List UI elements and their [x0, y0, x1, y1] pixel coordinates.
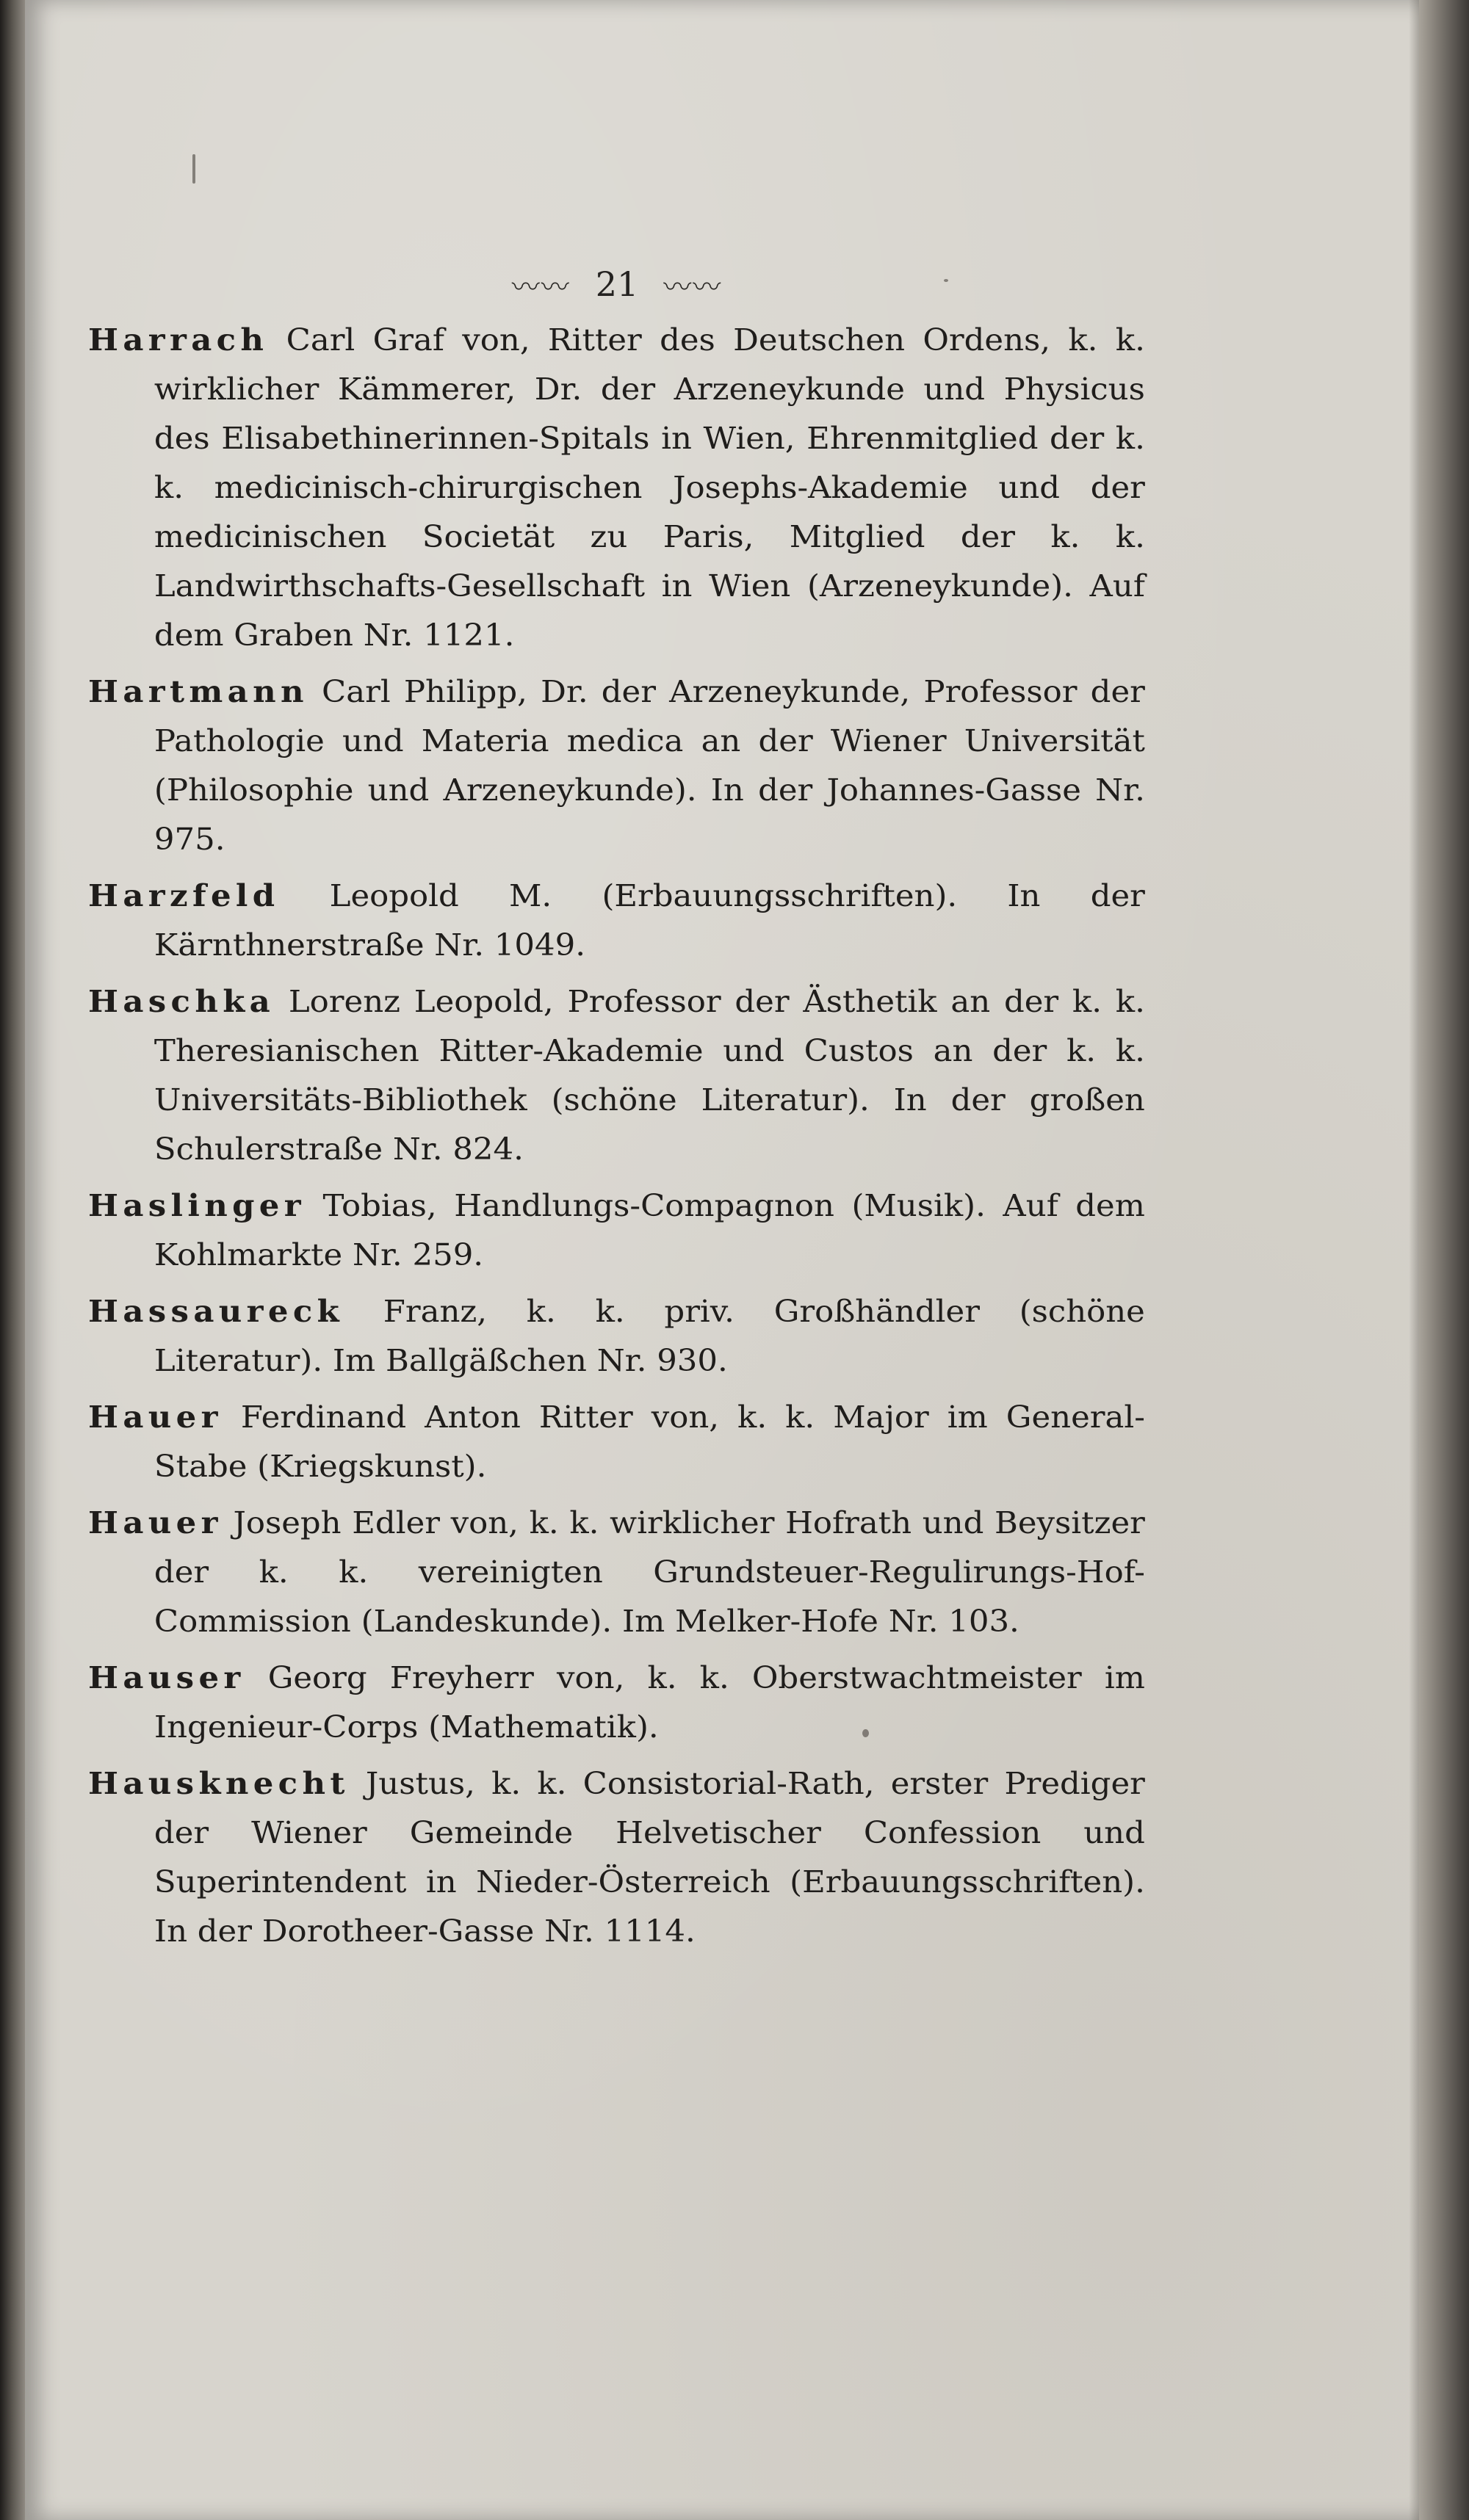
ink-speck [944, 279, 948, 282]
page-header [411, 258, 823, 310]
entry-haslinger [88, 1181, 1145, 1280]
page-edge-shade [1409, 0, 1419, 2520]
entry-name: Haschka [88, 984, 275, 1019]
entry-text: Franz, k. k. priv. Großhändler (schöne Literatur). Im Ballgäßchen Nr. 930. [154, 1294, 1145, 1378]
book-fore-edge [1419, 0, 1469, 2520]
entry-hassaureck [88, 1287, 1145, 1386]
ink-speck [192, 154, 195, 184]
entry-text: Carl Philipp, Dr. der Arzeneykunde, Professor der Pathologie und Materia medica an der Wiener Universität (Philosophie und Arzeneykunde). In der Johannes-Gasse Nr. 975. [154, 674, 1145, 857]
entry-list [88, 316, 1145, 1963]
entry-text: Georg Freyherr von, k. k. Oberstwachtmeister im Ingenieur-Corps (Mathematik). [154, 1660, 1145, 1745]
page-number: 21 [595, 264, 639, 304]
entry-hauer-ferdinand [88, 1393, 1145, 1491]
entry-text: Carl Graf von, Ritter des Deutschen Ordens, k. k. wirklicher Kämmerer, Dr. der Arzeneykunde und Physicus des Elisabethinerinnen-Spitals in Wien, Ehrenmitglied der k. k. medicinisch-chirurgischen Josephs-Akademie und der medicinischen Societät zu Paris, Mitglied der k. k. Landwirthschafts-Gesellschaft in Wien (Arzeneykunde). Auf dem Graben Nr. 1121. [154, 322, 1145, 653]
entry-name: Hauer [88, 1400, 223, 1435]
entry-hartmann [88, 667, 1145, 864]
entry-text: Lorenz Leopold, Professor der Ästhetik an der k. k. Theresianischen Ritter-Akademie und Custos an der k. k. Universitäts-Bibliothek (schöne Literatur). In der großen Schulerstraße Nr. 824. [154, 984, 1145, 1167]
entry-hauser [88, 1654, 1145, 1752]
entry-name: Harzfeld [88, 878, 280, 913]
entry-name: Hartmann [88, 674, 308, 709]
entry-text: Justus, k. k. Consistorial-Rath, erster Prediger der Wiener Gemeinde Helvetischer Confession und Superintendent in Nieder-Österreich (Erbauungsschriften). In der Dorotheer-Gasse Nr. 1114. [154, 1766, 1145, 1949]
entry-name: Hauer [88, 1505, 223, 1540]
entry-name: Hauser [88, 1660, 245, 1695]
entry-harzfeld [88, 872, 1145, 970]
entry-name: Hausknecht [88, 1766, 350, 1801]
header-ornament-left: 〰〰 [511, 270, 571, 303]
entry-name: Harrach [88, 322, 269, 358]
entry-text: Leopold M. (Erbauungsschriften). In der Kärnthnerstraße Nr. 1049. [154, 878, 1145, 963]
entry-hausknecht [88, 1759, 1145, 1956]
book-gutter-shadow [0, 0, 25, 2520]
entry-harrach [88, 316, 1145, 660]
entry-hauer-joseph [88, 1499, 1145, 1646]
entry-name: Haslinger [88, 1188, 306, 1223]
entry-text: Joseph Edler von, k. k. wirklicher Hofrath und Beysitzer der k. k. vereinigten Grundsteuer-Regulirungs-Hof-Commission (Landeskunde). Im Melker-Hofe Nr. 103. [154, 1505, 1145, 1639]
entry-name: Hassaureck [88, 1294, 344, 1329]
entry-haschka [88, 977, 1145, 1174]
entry-text: Ferdinand Anton Ritter von, k. k. Major im General-Stabe (Kriegskunst). [154, 1400, 1145, 1484]
header-ornament-right: 〰〰 [663, 270, 723, 303]
entry-text: Tobias, Handlungs-Compagnon (Musik). Auf dem Kohlmarkte Nr. 259. [154, 1188, 1145, 1272]
